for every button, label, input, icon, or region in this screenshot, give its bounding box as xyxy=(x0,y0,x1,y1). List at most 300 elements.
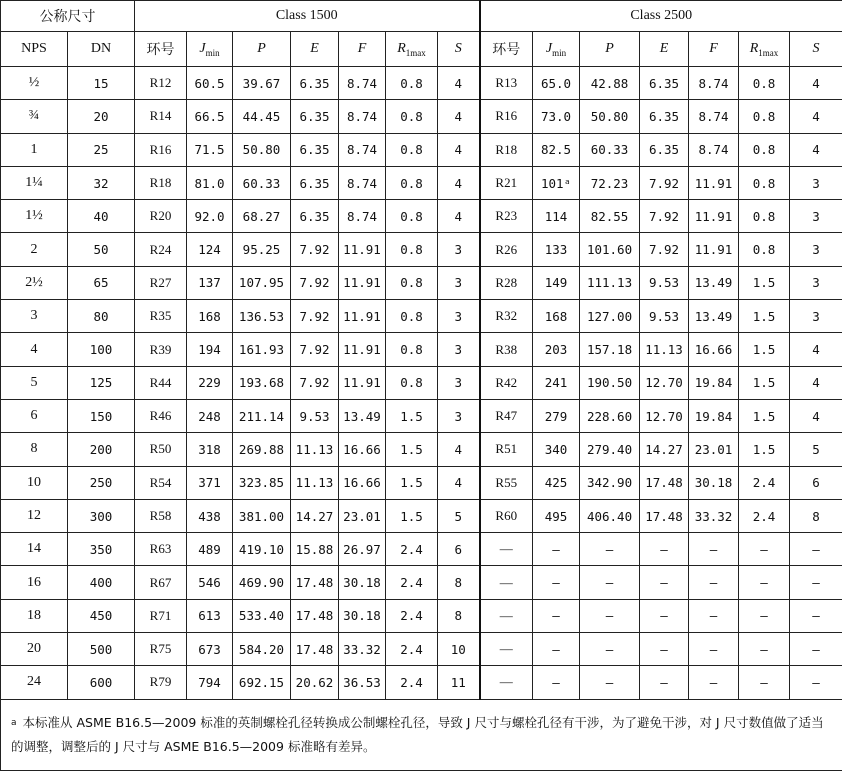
class2500-f-cell: 8.74 xyxy=(689,67,739,100)
class1500-p-cell: 136.53 xyxy=(233,300,291,333)
class1500-r-cell: 1.5 xyxy=(386,466,438,499)
nps-cell: ¾ xyxy=(1,100,68,133)
class1500-e-cell: 17.48 xyxy=(291,599,339,632)
class2500-p-cell: — xyxy=(580,599,640,632)
table-row xyxy=(1,333,842,366)
class2500-p-cell: 127.00 xyxy=(580,300,640,333)
class1500-e-cell: 6.35 xyxy=(291,100,339,133)
class2500-j-cell: 241 xyxy=(533,366,580,399)
dn-cell: 100 xyxy=(68,333,135,366)
class2500-p-cell: 342.90 xyxy=(580,466,640,499)
dn-cell: 32 xyxy=(68,166,135,199)
class1500-e-cell: 17.48 xyxy=(291,566,339,599)
class1500-e-cell: 6.35 xyxy=(291,67,339,100)
ring-no-header-2500: 环号 xyxy=(480,32,533,67)
class2500-e-cell: 7.92 xyxy=(640,166,689,199)
class2500-j-cell: — xyxy=(533,533,580,566)
class1500-j-cell: 546 xyxy=(187,566,233,599)
nps-cell: 5 xyxy=(1,366,68,399)
class2500-r-cell: 0.8 xyxy=(739,233,790,266)
class1500-f-cell: 8.74 xyxy=(339,200,386,233)
class2500-ring-cell: R23 xyxy=(480,200,533,233)
class1500-e-cell: 7.92 xyxy=(291,366,339,399)
table-row xyxy=(1,599,842,632)
table-row xyxy=(1,566,842,599)
class2500-e-cell: 17.48 xyxy=(640,499,689,532)
class2500-p-cell: 60.33 xyxy=(580,133,640,166)
class2500-r-cell: 1.5 xyxy=(739,300,790,333)
class1500-ring-cell: R79 xyxy=(135,666,187,699)
class1500-f-cell: 11.91 xyxy=(339,300,386,333)
class1500-s-cell: 3 xyxy=(438,300,480,333)
class2500-s-cell: — xyxy=(790,533,842,566)
class1500-p-cell: 50.80 xyxy=(233,133,291,166)
footnote xyxy=(1,699,842,770)
class1500-r-cell: 0.8 xyxy=(386,366,438,399)
class2500-e-cell: 14.27 xyxy=(640,433,689,466)
class2500-s-cell: 4 xyxy=(790,366,842,399)
class2500-e-cell: 12.70 xyxy=(640,399,689,432)
class2500-e-cell: — xyxy=(640,599,689,632)
class1500-f-cell: 11.91 xyxy=(339,333,386,366)
table-row xyxy=(1,533,842,566)
class2500-ring-cell: — xyxy=(480,666,533,699)
dn-cell: 300 xyxy=(68,499,135,532)
class2500-f-cell: 19.84 xyxy=(689,399,739,432)
class2500-f-cell: 23.01 xyxy=(689,433,739,466)
class1500-e-cell: 11.13 xyxy=(291,433,339,466)
class1500-p-cell: 692.15 xyxy=(233,666,291,699)
class2500-ring-cell: R26 xyxy=(480,233,533,266)
class2500-p-cell: 42.88 xyxy=(580,67,640,100)
class2500-r-cell: 1.5 xyxy=(739,366,790,399)
class2500-r-cell: 0.8 xyxy=(739,200,790,233)
table-row xyxy=(1,67,842,100)
class2500-r-cell: 2.4 xyxy=(739,466,790,499)
class2500-j-cell: — xyxy=(533,633,580,666)
class2500-s-cell: 3 xyxy=(790,300,842,333)
class1500-p-cell: 107.95 xyxy=(233,266,291,299)
class2500-s-cell: — xyxy=(790,633,842,666)
class1500-s-cell: 10 xyxy=(438,633,480,666)
class2500-j-cell: 279 xyxy=(533,399,580,432)
class2500-p-cell: 82.55 xyxy=(580,200,640,233)
class1500-ring-cell: R63 xyxy=(135,533,187,566)
class1500-e-cell: 7.92 xyxy=(291,300,339,333)
class1500-f-cell: 30.18 xyxy=(339,566,386,599)
class1500-p-cell: 193.68 xyxy=(233,366,291,399)
class1500-e-cell: 17.48 xyxy=(291,633,339,666)
table-row xyxy=(1,200,842,233)
class2500-r-cell: — xyxy=(739,533,790,566)
class2500-f-cell: 33.32 xyxy=(689,499,739,532)
class1500-r-cell: 0.8 xyxy=(386,300,438,333)
class1500-e-cell: 7.92 xyxy=(291,266,339,299)
class2500-j-cell: 168 xyxy=(533,300,580,333)
class2500-e-cell: — xyxy=(640,633,689,666)
class1500-j-cell: 318 xyxy=(187,433,233,466)
class1500-s-cell: 3 xyxy=(438,366,480,399)
class1500-r-cell: 0.8 xyxy=(386,266,438,299)
class1500-j-cell: 66.5 xyxy=(187,100,233,133)
class2500-e-cell: 6.35 xyxy=(640,133,689,166)
class2500-ring-cell: R21 xyxy=(480,166,533,199)
class1500-header: Class 1500 xyxy=(135,1,480,32)
class2500-ring-cell: R18 xyxy=(480,133,533,166)
f-header-1500: F xyxy=(339,32,386,67)
class1500-ring-cell: R12 xyxy=(135,67,187,100)
class2500-f-cell: 11.91 xyxy=(689,166,739,199)
nps-cell: 14 xyxy=(1,533,68,566)
class1500-j-cell: 60.5 xyxy=(187,67,233,100)
class2500-j-cell: 149 xyxy=(533,266,580,299)
nps-cell: 8 xyxy=(1,433,68,466)
class2500-p-cell: — xyxy=(580,666,640,699)
class2500-r-cell: 2.4 xyxy=(739,499,790,532)
table-row xyxy=(1,300,842,333)
class1500-f-cell: 16.66 xyxy=(339,433,386,466)
class1500-j-cell: 489 xyxy=(187,533,233,566)
class1500-j-cell: 124 xyxy=(187,233,233,266)
class1500-f-cell: 11.91 xyxy=(339,266,386,299)
class1500-f-cell: 36.53 xyxy=(339,666,386,699)
table-row xyxy=(1,666,842,699)
nps-cell: 1½ xyxy=(1,200,68,233)
class2500-s-cell: — xyxy=(790,666,842,699)
table-row xyxy=(1,466,842,499)
class1500-r-cell: 1.5 xyxy=(386,499,438,532)
class2500-ring-cell: R13 xyxy=(480,67,533,100)
class1500-ring-cell: R14 xyxy=(135,100,187,133)
footnote-row xyxy=(1,699,842,770)
class2500-ring-cell: R51 xyxy=(480,433,533,466)
dn-cell: 600 xyxy=(68,666,135,699)
class1500-j-cell: 613 xyxy=(187,599,233,632)
class2500-ring-cell: R55 xyxy=(480,466,533,499)
class2500-ring-cell: R28 xyxy=(480,266,533,299)
nps-cell: 4 xyxy=(1,333,68,366)
class2500-s-cell: 3 xyxy=(790,233,842,266)
class1500-s-cell: 5 xyxy=(438,499,480,532)
class1500-p-cell: 469.90 xyxy=(233,566,291,599)
class2500-f-cell: 13.49 xyxy=(689,300,739,333)
class2500-e-cell: 17.48 xyxy=(640,466,689,499)
class1500-ring-cell: R75 xyxy=(135,633,187,666)
s-header-1500: S xyxy=(438,32,480,67)
class1500-s-cell: 11 xyxy=(438,666,480,699)
class2500-s-cell: 3 xyxy=(790,166,842,199)
nps-cell: 18 xyxy=(1,599,68,632)
class2500-p-cell: — xyxy=(580,566,640,599)
class1500-r-cell: 1.5 xyxy=(386,399,438,432)
class1500-p-cell: 381.00 xyxy=(233,499,291,532)
class1500-r-cell: 2.4 xyxy=(386,566,438,599)
table-row xyxy=(1,100,842,133)
class2500-j-cell: 133 xyxy=(533,233,580,266)
class1500-ring-cell: R44 xyxy=(135,366,187,399)
class1500-s-cell: 4 xyxy=(438,100,480,133)
footnote-mark: a xyxy=(11,718,17,728)
table-row xyxy=(1,166,842,199)
class2500-j-cell: 114 xyxy=(533,200,580,233)
class2500-r-cell: — xyxy=(739,633,790,666)
class1500-j-cell: 71.5 xyxy=(187,133,233,166)
dn-cell: 125 xyxy=(68,366,135,399)
class1500-r-cell: 2.4 xyxy=(386,533,438,566)
class1500-f-cell: 13.49 xyxy=(339,399,386,432)
class1500-f-cell: 30.18 xyxy=(339,599,386,632)
class1500-ring-cell: R16 xyxy=(135,133,187,166)
class2500-s-cell: 3 xyxy=(790,200,842,233)
nps-cell: 12 xyxy=(1,499,68,532)
class1500-j-cell: 194 xyxy=(187,333,233,366)
table-body xyxy=(1,67,842,700)
table-row xyxy=(1,499,842,532)
class2500-r-cell: 0.8 xyxy=(739,67,790,100)
class2500-r-cell: 1.5 xyxy=(739,266,790,299)
class1500-f-cell: 23.01 xyxy=(339,499,386,532)
class2500-ring-cell: R47 xyxy=(480,399,533,432)
class2500-p-cell: — xyxy=(580,633,640,666)
class1500-ring-cell: R67 xyxy=(135,566,187,599)
class1500-r-cell: 0.8 xyxy=(386,67,438,100)
class2500-r-cell: 1.5 xyxy=(739,433,790,466)
class2500-j-cell: 82.5 xyxy=(533,133,580,166)
class2500-ring-cell: R60 xyxy=(480,499,533,532)
class1500-e-cell: 7.92 xyxy=(291,333,339,366)
class1500-e-cell: 9.53 xyxy=(291,399,339,432)
class1500-r-cell: 0.8 xyxy=(386,333,438,366)
nps-cell: 1¼ xyxy=(1,166,68,199)
class2500-p-cell: 228.60 xyxy=(580,399,640,432)
class1500-f-cell: 33.32 xyxy=(339,633,386,666)
class1500-f-cell: 11.91 xyxy=(339,366,386,399)
class1500-j-cell: 794 xyxy=(187,666,233,699)
class2500-p-cell: 406.40 xyxy=(580,499,640,532)
class1500-ring-cell: R35 xyxy=(135,300,187,333)
class2500-f-cell: — xyxy=(689,633,739,666)
class1500-s-cell: 3 xyxy=(438,266,480,299)
class2500-ring-cell: R16 xyxy=(480,100,533,133)
class2500-s-cell: — xyxy=(790,566,842,599)
class2500-p-cell: 190.50 xyxy=(580,366,640,399)
dn-cell: 40 xyxy=(68,200,135,233)
class2500-s-cell: — xyxy=(790,599,842,632)
class2500-e-cell: 7.92 xyxy=(640,200,689,233)
class2500-r-cell: 0.8 xyxy=(739,133,790,166)
dn-cell: 20 xyxy=(68,100,135,133)
class1500-r-cell: 0.8 xyxy=(386,200,438,233)
class1500-p-cell: 211.14 xyxy=(233,399,291,432)
nominal-size-header: 公称尺寸 xyxy=(1,1,135,32)
dn-cell: 500 xyxy=(68,633,135,666)
class2500-e-cell: 9.53 xyxy=(640,266,689,299)
class1500-s-cell: 3 xyxy=(438,333,480,366)
j-header-2500: $J_{min}$ xyxy=(533,32,580,67)
class1500-ring-cell: R39 xyxy=(135,333,187,366)
class1500-s-cell: 4 xyxy=(438,133,480,166)
dn-cell: 80 xyxy=(68,300,135,333)
class1500-j-cell: 92.0 xyxy=(187,200,233,233)
table-row xyxy=(1,366,842,399)
class1500-r-cell: 0.8 xyxy=(386,100,438,133)
class1500-s-cell: 8 xyxy=(438,599,480,632)
footnote-text: 本标准从 ASME B16.5—2009 标准的英制螺栓孔径转换成公制螺栓孔径，导致 J 尺寸与螺栓孔径有干涉，为了避免干涉，对 J 尺寸数值做了适当的调整，调整后的 J 尺寸与 ASME B16.5—2009 标准略有差异。 xyxy=(11,715,824,754)
table-row xyxy=(1,399,842,432)
class2500-j-cell: 425 xyxy=(533,466,580,499)
nps-cell: 1 xyxy=(1,133,68,166)
class2500-j-cell: — xyxy=(533,566,580,599)
dn-cell: 200 xyxy=(68,433,135,466)
table-row xyxy=(1,133,842,166)
class2500-f-cell: 30.18 xyxy=(689,466,739,499)
dn-cell: 50 xyxy=(68,233,135,266)
class1500-ring-cell: R18 xyxy=(135,166,187,199)
class2500-s-cell: 4 xyxy=(790,399,842,432)
class2500-p-cell: 111.13 xyxy=(580,266,640,299)
class1500-s-cell: 4 xyxy=(438,67,480,100)
table-row xyxy=(1,233,842,266)
class2500-e-cell: 7.92 xyxy=(640,233,689,266)
class1500-p-cell: 584.20 xyxy=(233,633,291,666)
e-header-1500: E xyxy=(291,32,339,67)
class2500-j-cell: 340 xyxy=(533,433,580,466)
class1500-e-cell: 7.92 xyxy=(291,233,339,266)
class2500-j-cell: 495 xyxy=(533,499,580,532)
class1500-r-cell: 0.8 xyxy=(386,166,438,199)
class2500-p-cell: 50.80 xyxy=(580,100,640,133)
class1500-f-cell: 8.74 xyxy=(339,100,386,133)
class1500-r-cell: 0.8 xyxy=(386,133,438,166)
class1500-f-cell: 11.91 xyxy=(339,233,386,266)
class1500-r-cell: 2.4 xyxy=(386,599,438,632)
class2500-p-cell: — xyxy=(580,533,640,566)
nps-cell: 20 xyxy=(1,633,68,666)
class1500-e-cell: 6.35 xyxy=(291,200,339,233)
class2500-s-cell: 6 xyxy=(790,466,842,499)
class2500-header: Class 2500 xyxy=(480,1,842,32)
class1500-ring-cell: R24 xyxy=(135,233,187,266)
class2500-p-cell: 157.18 xyxy=(580,333,640,366)
class1500-p-cell: 60.33 xyxy=(233,166,291,199)
e-header-2500: E xyxy=(640,32,689,67)
class1500-e-cell: 6.35 xyxy=(291,133,339,166)
nps-cell: ½ xyxy=(1,67,68,100)
class1500-ring-cell: R46 xyxy=(135,399,187,432)
table-row xyxy=(1,433,842,466)
class2500-ring-cell: R32 xyxy=(480,300,533,333)
class2500-p-cell: 101.60 xyxy=(580,233,640,266)
class1500-r-cell: 1.5 xyxy=(386,433,438,466)
class2500-r-cell: — xyxy=(739,666,790,699)
class1500-p-cell: 95.25 xyxy=(233,233,291,266)
p-header-2500: P xyxy=(580,32,640,67)
class2500-f-cell: 19.84 xyxy=(689,366,739,399)
class2500-e-cell: 6.35 xyxy=(640,67,689,100)
class1500-p-cell: 161.93 xyxy=(233,333,291,366)
class1500-p-cell: 533.40 xyxy=(233,599,291,632)
class2500-f-cell: 8.74 xyxy=(689,100,739,133)
class2500-s-cell: 4 xyxy=(790,100,842,133)
class2500-e-cell: 6.35 xyxy=(640,100,689,133)
header-row-2 xyxy=(1,32,842,67)
class2500-p-cell: 279.40 xyxy=(580,433,640,466)
class1500-ring-cell: R50 xyxy=(135,433,187,466)
class1500-s-cell: 4 xyxy=(438,200,480,233)
class1500-s-cell: 8 xyxy=(438,566,480,599)
class2500-e-cell: — xyxy=(640,566,689,599)
class1500-p-cell: 323.85 xyxy=(233,466,291,499)
nps-header: NPS xyxy=(1,32,68,67)
f-header-2500: F xyxy=(689,32,739,67)
s-header-2500: S xyxy=(790,32,842,67)
class1500-p-cell: 44.45 xyxy=(233,100,291,133)
class1500-s-cell: 6 xyxy=(438,533,480,566)
nps-cell: 16 xyxy=(1,566,68,599)
nps-cell: 3 xyxy=(1,300,68,333)
class2500-s-cell: 4 xyxy=(790,133,842,166)
class1500-f-cell: 8.74 xyxy=(339,133,386,166)
class2500-e-cell: 9.53 xyxy=(640,300,689,333)
class2500-f-cell: — xyxy=(689,599,739,632)
class1500-j-cell: 248 xyxy=(187,399,233,432)
class2500-s-cell: 4 xyxy=(790,333,842,366)
dn-cell: 400 xyxy=(68,566,135,599)
class2500-j-cell: — xyxy=(533,599,580,632)
class2500-e-cell: — xyxy=(640,533,689,566)
class2500-ring-cell: — xyxy=(480,533,533,566)
class2500-f-cell: — xyxy=(689,566,739,599)
class2500-e-cell: — xyxy=(640,666,689,699)
class2500-f-cell: — xyxy=(689,533,739,566)
r-header-1500: $R_{1max}$ xyxy=(386,32,438,67)
nps-cell: 24 xyxy=(1,666,68,699)
class2500-f-cell: 11.91 xyxy=(689,233,739,266)
dn-cell: 350 xyxy=(68,533,135,566)
class2500-r-cell: 0.8 xyxy=(739,100,790,133)
class1500-ring-cell: R71 xyxy=(135,599,187,632)
class1500-j-cell: 81.0 xyxy=(187,166,233,199)
class1500-e-cell: 11.13 xyxy=(291,466,339,499)
class2500-f-cell: 8.74 xyxy=(689,133,739,166)
class1500-s-cell: 4 xyxy=(438,166,480,199)
class1500-p-cell: 269.88 xyxy=(233,433,291,466)
class2500-s-cell: 4 xyxy=(790,67,842,100)
class1500-s-cell: 3 xyxy=(438,399,480,432)
nps-cell: 2 xyxy=(1,233,68,266)
class1500-p-cell: 39.67 xyxy=(233,67,291,100)
class2500-s-cell: 5 xyxy=(790,433,842,466)
class1500-e-cell: 15.88 xyxy=(291,533,339,566)
class1500-e-cell: 6.35 xyxy=(291,166,339,199)
class2500-ring-cell: R42 xyxy=(480,366,533,399)
class2500-ring-cell: — xyxy=(480,599,533,632)
table-row xyxy=(1,266,842,299)
class2500-f-cell: — xyxy=(689,666,739,699)
class1500-f-cell: 16.66 xyxy=(339,466,386,499)
class1500-f-cell: 8.74 xyxy=(339,67,386,100)
class1500-j-cell: 168 xyxy=(187,300,233,333)
nps-cell: 2½ xyxy=(1,266,68,299)
class1500-s-cell: 3 xyxy=(438,233,480,266)
class1500-j-cell: 371 xyxy=(187,466,233,499)
class1500-ring-cell: R27 xyxy=(135,266,187,299)
j-header-1500: $J_{min}$ xyxy=(187,32,233,67)
class2500-r-cell: 0.8 xyxy=(739,166,790,199)
class1500-j-cell: 137 xyxy=(187,266,233,299)
class1500-j-cell: 229 xyxy=(187,366,233,399)
dn-cell: 450 xyxy=(68,599,135,632)
